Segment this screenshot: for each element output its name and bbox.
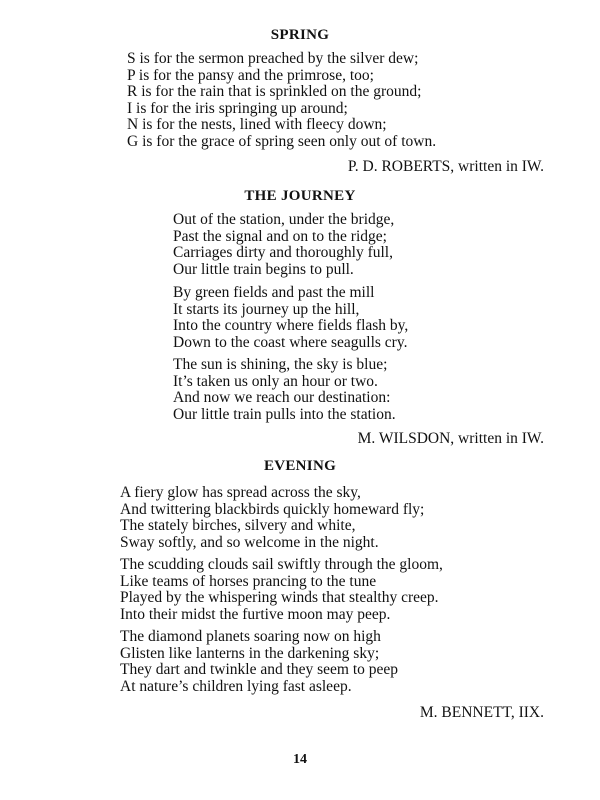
poem-line: By green fields and past the mill (173, 284, 375, 301)
poem-line: A fiery glow has spread across the sky, (120, 484, 361, 501)
poem-line: I is for the iris springing up around; (127, 99, 348, 117)
poem-title-spring: SPRING (270, 27, 330, 43)
poem-stanza (173, 285, 408, 351)
poem-line: R is for the rain that is sprinkled on the ground; (127, 83, 422, 101)
poem-line: P is for the pansy and the primrose, too; (127, 66, 374, 84)
poem-author: M. BENNETT, IIX. (419, 704, 544, 721)
poem-line: Down to the coast where seagulls cry. (173, 333, 408, 351)
poem-stanza (120, 629, 398, 695)
poem-line: Past the signal and on to the ridge; (173, 227, 387, 245)
poem-stanza (173, 357, 396, 423)
poem-author: M. WILSDON, written in IW. (357, 430, 544, 447)
poem-line: Into the country where fields flash by, (173, 317, 409, 335)
poem-line: The stately birches, silvery and white, (120, 517, 356, 535)
poem-line: The scudding clouds sail swiftly through the gloom, (120, 556, 443, 573)
poem-line: It starts its journey up the hill, (173, 300, 360, 318)
poem-line: S is for the sermon preached by the silver dew; (127, 50, 419, 67)
poem-stanza (120, 557, 443, 623)
poem-stanza (120, 485, 424, 551)
poem-line: It’s taken us only an hour or two. (173, 372, 378, 390)
poem-line: Sway softly, and so welcome in the night. (120, 533, 379, 551)
poem-line: Played by the whispering winds that stealthy creep. (120, 589, 439, 607)
poem-line: N is for the nests, lined with fleecy down; (127, 116, 387, 134)
poem-line: Into their midst the furtive moon may peep. (120, 605, 391, 623)
poem-title-journey: THE JOURNEY (244, 188, 356, 204)
poem-line: At nature’s children lying fast asleep. (120, 677, 352, 695)
poem-line: Carriages dirty and thoroughly full, (173, 244, 393, 262)
poem-title-evening: EVENING (263, 458, 337, 474)
poem-stanza (127, 51, 436, 151)
poem-line: Out of the station, under the bridge, (173, 211, 395, 228)
poem-line: And now we reach our destination: (173, 389, 391, 407)
poem-line: The sun is shining, the sky is blue; (173, 356, 388, 373)
poem-stanza (173, 212, 394, 278)
poem-line: Our little train begins to pull. (173, 260, 354, 278)
poem-line: Our little train pulls into the station. (173, 405, 396, 423)
poem-author: P. D. ROBERTS, written in IW. (347, 158, 544, 175)
poem-line: G is for the grace of spring seen only out of town. (127, 132, 437, 150)
poem-line: Like teams of horses prancing to the tune (120, 572, 377, 590)
poem-line: And twittering blackbirds quickly homeward fly; (120, 500, 425, 518)
poem-line: The diamond planets soaring now on high (120, 628, 381, 645)
poem-line: They dart and twinkle and they seem to peep (120, 661, 399, 679)
page-number: 14 (293, 752, 307, 767)
poem-line: Glisten like lanterns in the darkening sky; (120, 644, 380, 662)
